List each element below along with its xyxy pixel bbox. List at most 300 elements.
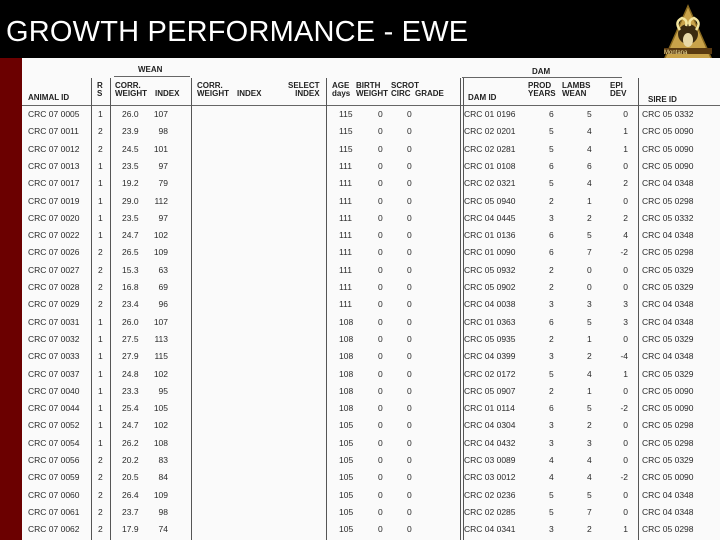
cell-index: 107: [153, 316, 168, 327]
cell-sire-id: CRC 05 0090: [642, 472, 694, 483]
cell-index: 102: [153, 230, 168, 241]
cell-dam-id: CRC 02 0236: [464, 489, 516, 500]
cell-dam-id: CRC 02 0201: [464, 126, 516, 137]
cell-age: 108: [339, 385, 354, 396]
cell-age: 111: [339, 178, 352, 189]
cell-birth-weight: 0: [378, 264, 383, 275]
cell-corr-weight: 24.5: [122, 143, 139, 154]
cell-rs: 1: [98, 316, 103, 327]
cell-animal-id: CRC 07 0033: [28, 351, 80, 362]
cell-sire-id: CRC 04 0348: [642, 506, 694, 517]
cell-rs: 1: [98, 195, 103, 206]
cell-index: 108: [153, 437, 168, 448]
cell-index: 95: [158, 385, 168, 396]
cell-age: 105: [339, 455, 354, 465]
cell-corr-weight: 24.7: [122, 230, 139, 241]
cell-prod-years: 3: [549, 299, 554, 310]
cell-birth-weight: 0: [378, 403, 383, 414]
cell-scrot-circ: 0: [407, 143, 412, 154]
cell-corr-weight: 20.5: [122, 472, 139, 483]
cell-epi-dev: -4: [620, 351, 628, 362]
cell-birth-weight: 0: [378, 368, 383, 379]
cell-sire-id: CRC 05 0298: [642, 195, 694, 206]
header-corr-weight-2: CORR. WEIGHT: [197, 81, 229, 98]
cell-birth-weight: 0: [378, 178, 383, 189]
cell-prod-years: 2: [549, 282, 554, 292]
cell-index: 113: [154, 333, 168, 344]
cell-rs: 2: [98, 506, 103, 517]
cell-sire-id: CRC 05 0332: [642, 109, 694, 119]
cell-dam-id: CRC 03 0089: [464, 455, 516, 465]
cell-dam-id: CRC 05 0902: [464, 282, 516, 292]
cell-corr-weight: 16.8: [122, 282, 139, 292]
cell-animal-id: CRC 07 0028: [28, 282, 80, 292]
cell-lambs-wean: 7: [587, 506, 592, 517]
cell-rs: 1: [98, 437, 103, 448]
cell-sire-id: CRC 05 0298: [642, 247, 694, 258]
cell-scrot-circ: 0: [407, 455, 412, 465]
cell-dam-id: CRC 01 0108: [464, 160, 516, 171]
cell-corr-weight: 23.5: [122, 160, 139, 171]
cell-index: 112: [154, 195, 168, 206]
cell-birth-weight: 0: [378, 212, 383, 223]
cell-rs: 1: [98, 368, 103, 379]
cell-index: 101: [153, 143, 168, 154]
cell-dam-id: CRC 02 0321: [464, 178, 516, 189]
cell-sire-id: CRC 04 0348: [642, 230, 694, 241]
cell-epi-dev: 0: [623, 420, 628, 431]
cell-sire-id: CRC 05 0298: [642, 420, 694, 431]
cell-age: 108: [339, 351, 354, 362]
cell-animal-id: CRC 07 0052: [28, 420, 80, 431]
cell-lambs-wean: 0: [587, 282, 592, 292]
cell-epi-dev: 1: [623, 524, 628, 535]
wean-group-header: WEAN: [138, 65, 163, 74]
cell-epi-dev: 0: [623, 489, 628, 500]
cell-age: 108: [339, 403, 354, 414]
cell-lambs-wean: 4: [587, 178, 592, 189]
wean-group-underline: [114, 76, 190, 77]
cell-index: 98: [158, 126, 168, 137]
cell-birth-weight: 0: [378, 282, 383, 292]
header-epi-dev: EPI DEV: [610, 81, 627, 98]
cell-prod-years: 3: [549, 437, 554, 448]
cell-age: 115: [339, 143, 353, 154]
cell-birth-weight: 0: [378, 489, 383, 500]
cell-dam-id: CRC 01 0363: [464, 316, 516, 327]
cell-age: 111: [339, 230, 352, 241]
cell-epi-dev: 0: [623, 160, 628, 171]
cell-rs: 1: [98, 385, 103, 396]
cell-sire-id: CRC 04 0348: [642, 178, 694, 189]
cell-scrot-circ: 0: [407, 403, 412, 414]
cell-lambs-wean: 2: [587, 351, 592, 362]
cell-corr-weight: 23.5: [122, 212, 139, 223]
cell-epi-dev: 0: [623, 506, 628, 517]
cell-birth-weight: 0: [378, 333, 383, 344]
cell-epi-dev: 0: [623, 437, 628, 448]
cell-birth-weight: 0: [378, 160, 383, 171]
cell-corr-weight: 26.4: [122, 489, 139, 500]
column-divider: [191, 78, 192, 540]
cell-animal-id: CRC 07 0013: [28, 160, 80, 171]
cell-epi-dev: 3: [623, 299, 628, 310]
cell-scrot-circ: 0: [407, 178, 412, 189]
cell-lambs-wean: 2: [587, 212, 592, 223]
cell-rs: 2: [98, 282, 103, 292]
cell-scrot-circ: 0: [407, 385, 412, 396]
cell-rs: 2: [98, 247, 103, 258]
cell-lambs-wean: 6: [587, 160, 592, 171]
cell-dam-id: CRC 02 0172: [464, 368, 516, 379]
cell-corr-weight: 23.3: [122, 385, 139, 396]
cell-birth-weight: 0: [378, 455, 383, 465]
cell-epi-dev: 1: [623, 368, 628, 379]
column-divider: [326, 78, 327, 540]
header-scrot-circ: SCROT CIRC: [391, 81, 419, 98]
slide-title: GROWTH PERFORMANCE - EWE: [6, 16, 469, 48]
cell-dam-id: CRC 04 0445: [464, 212, 516, 223]
cell-epi-dev: 0: [623, 333, 628, 344]
cell-animal-id: CRC 07 0061: [28, 506, 80, 517]
cell-sire-id: CRC 05 0298: [642, 437, 694, 448]
cell-dam-id: CRC 04 0304: [464, 420, 516, 431]
cell-corr-weight: 27.5: [122, 333, 139, 344]
header-dam-id: DAM ID: [468, 93, 497, 102]
cell-scrot-circ: 0: [407, 437, 412, 448]
cell-rs: 2: [98, 472, 103, 483]
cell-birth-weight: 0: [378, 195, 383, 206]
cell-lambs-wean: 1: [587, 195, 592, 206]
cell-prod-years: 5: [549, 143, 554, 154]
cell-prod-years: 2: [549, 195, 554, 206]
cell-animal-id: CRC 07 0019: [28, 195, 80, 206]
cell-lambs-wean: 1: [587, 385, 592, 396]
cell-lambs-wean: 3: [587, 437, 592, 448]
cell-index: 97: [158, 160, 168, 171]
cell-dam-id: CRC 01 0114: [464, 403, 515, 414]
cell-sire-id: CRC 05 0329: [642, 282, 694, 292]
cell-scrot-circ: 0: [407, 230, 412, 241]
cell-animal-id: CRC 07 0011: [28, 126, 79, 137]
cell-birth-weight: 0: [378, 299, 383, 310]
cell-age: 108: [339, 333, 354, 344]
cell-scrot-circ: 0: [407, 472, 412, 483]
cell-epi-dev: 0: [623, 264, 628, 275]
cell-age: 105: [339, 437, 354, 448]
cell-sire-id: CRC 05 0090: [642, 143, 694, 154]
cell-scrot-circ: 0: [407, 420, 412, 431]
cell-birth-weight: 0: [378, 506, 383, 517]
cell-animal-id: CRC 07 0026: [28, 247, 80, 258]
cell-lambs-wean: 5: [587, 316, 592, 327]
cell-sire-id: CRC 04 0348: [642, 489, 694, 500]
cell-sire-id: CRC 05 0332: [642, 212, 694, 223]
cell-epi-dev: 0: [623, 385, 628, 396]
cell-epi-dev: 1: [623, 143, 628, 154]
cell-rs: 2: [98, 143, 103, 154]
cell-birth-weight: 0: [378, 247, 383, 258]
cell-animal-id: CRC 07 0017: [28, 178, 80, 189]
cell-age: 108: [339, 316, 354, 327]
cell-dam-id: CRC 05 0935: [464, 333, 516, 344]
cell-index: 69: [158, 282, 168, 292]
cell-animal-id: CRC 07 0031: [28, 316, 80, 327]
cell-animal-id: CRC 07 0012: [28, 143, 80, 154]
cell-prod-years: 5: [549, 368, 554, 379]
cell-age: 111: [339, 160, 352, 171]
cell-rs: 1: [98, 178, 103, 189]
cell-corr-weight: 15.3: [122, 264, 139, 275]
cell-sire-id: CRC 05 0090: [642, 160, 694, 171]
cell-prod-years: 6: [549, 316, 554, 327]
cell-corr-weight: 26.0: [122, 316, 139, 327]
cell-scrot-circ: 0: [407, 282, 412, 292]
cell-dam-id: CRC 05 0940: [464, 195, 516, 206]
cell-sire-id: CRC 04 0348: [642, 299, 694, 310]
cell-rs: 2: [98, 524, 103, 535]
cell-corr-weight: 23.9: [122, 126, 139, 137]
cell-epi-dev: -2: [620, 247, 628, 258]
cell-sire-id: CRC 05 0329: [642, 264, 694, 275]
cell-corr-weight: 25.4: [122, 403, 139, 414]
cell-dam-id: CRC 01 0090: [464, 247, 516, 258]
cell-age: 108: [339, 368, 354, 379]
column-divider: [638, 78, 639, 540]
cell-age: 111: [339, 282, 352, 292]
cell-dam-id: CRC 01 0196: [464, 109, 516, 119]
cell-corr-weight: 29.0: [122, 195, 139, 206]
cell-lambs-wean: 2: [587, 420, 592, 431]
cell-index: 109: [153, 247, 168, 258]
cell-sire-id: CRC 05 0329: [642, 368, 694, 379]
cell-epi-dev: 2: [623, 212, 628, 223]
cell-sire-id: CRC 05 0090: [642, 403, 694, 414]
cell-rs: 1: [98, 212, 103, 223]
cell-epi-dev: 2: [623, 178, 628, 189]
cell-index: 79: [158, 178, 168, 189]
cell-corr-weight: 24.7: [122, 420, 139, 431]
cell-age: 111: [339, 212, 352, 223]
column-divider: [91, 78, 92, 540]
cell-index: 102: [153, 368, 168, 379]
cell-lambs-wean: 4: [587, 143, 592, 154]
cell-index: 98: [158, 506, 168, 517]
cell-dam-id: CRC 05 0932: [464, 264, 516, 275]
cell-dam-id: CRC 04 0399: [464, 351, 516, 362]
cell-index: 102: [153, 420, 168, 431]
cell-prod-years: 5: [549, 126, 554, 137]
cell-prod-years: 6: [549, 160, 554, 171]
cell-age: 105: [339, 472, 354, 483]
cell-rs: 2: [98, 455, 103, 465]
cell-index: 83: [158, 455, 168, 465]
cell-age: 105: [339, 506, 354, 517]
cell-index: 74: [158, 524, 168, 535]
cell-prod-years: 6: [549, 230, 554, 241]
cell-scrot-circ: 0: [407, 160, 412, 171]
header-grade: GRADE: [415, 89, 444, 98]
cell-animal-id: CRC 07 0059: [28, 472, 80, 483]
cell-dam-id: CRC 04 0432: [464, 437, 516, 448]
cell-scrot-circ: 0: [407, 489, 412, 500]
cell-age: 111: [339, 264, 352, 275]
column-divider: [460, 78, 461, 540]
cell-birth-weight: 0: [378, 420, 383, 431]
cell-rs: 2: [98, 264, 103, 275]
cell-prod-years: 2: [549, 385, 554, 396]
cell-prod-years: 6: [549, 403, 554, 414]
cell-animal-id: CRC 07 0027: [28, 264, 80, 275]
header-lambs-wean: LAMBS WEAN: [562, 81, 591, 98]
cell-prod-years: 4: [549, 455, 554, 465]
cell-birth-weight: 0: [378, 143, 383, 154]
frame-left: [0, 58, 22, 540]
logo-label: Montana: [664, 50, 688, 56]
header-sire-id: SIRE ID: [648, 95, 677, 104]
cell-animal-id: CRC 07 0037: [28, 368, 80, 379]
cell-scrot-circ: 0: [407, 109, 412, 119]
cell-age: 105: [339, 524, 354, 535]
cell-lambs-wean: 5: [587, 230, 592, 241]
cell-lambs-wean: 5: [587, 403, 592, 414]
cell-index: 84: [158, 472, 168, 483]
cell-birth-weight: 0: [378, 316, 383, 327]
cell-dam-id: CRC 02 0285: [464, 506, 516, 517]
header-select-index: SELECT INDEX: [288, 81, 320, 98]
cell-epi-dev: -2: [620, 472, 628, 483]
cell-birth-weight: 0: [378, 437, 383, 448]
cell-scrot-circ: 0: [407, 333, 412, 344]
title-bar: [0, 0, 720, 58]
header-divider: [22, 105, 720, 106]
cell-age: 111: [339, 247, 352, 258]
cell-sire-id: CRC 05 0329: [642, 455, 694, 465]
cell-animal-id: CRC 07 0032: [28, 333, 80, 344]
cell-lambs-wean: 7: [587, 247, 592, 258]
cell-lambs-wean: 4: [587, 472, 592, 483]
cell-rs: 2: [98, 126, 103, 137]
cell-prod-years: 2: [549, 333, 554, 344]
cell-age: 111: [339, 299, 352, 310]
cell-corr-weight: 19.2: [122, 178, 139, 189]
header-animal-id: ANIMAL ID: [28, 93, 70, 102]
cell-prod-years: 5: [549, 178, 554, 189]
cell-animal-id: CRC 07 0054: [28, 437, 80, 448]
cell-sire-id: CRC 05 0090: [642, 385, 694, 396]
cell-prod-years: 3: [549, 420, 554, 431]
cell-index: 107: [153, 109, 168, 119]
cell-sire-id: CRC 05 0329: [642, 333, 694, 344]
cell-animal-id: CRC 07 0040: [28, 385, 80, 396]
cell-animal-id: CRC 07 0020: [28, 212, 80, 223]
cell-lambs-wean: 0: [587, 264, 592, 275]
cell-index: 109: [153, 489, 168, 500]
cell-epi-dev: -2: [620, 403, 628, 414]
cell-sire-id: CRC 05 0090: [642, 126, 694, 137]
cell-rs: 1: [98, 160, 103, 171]
cell-dam-id: CRC 02 0281: [464, 143, 516, 154]
cell-birth-weight: 0: [378, 230, 383, 241]
cell-corr-weight: 23.7: [122, 506, 139, 517]
header-index: INDEX: [155, 89, 180, 98]
cell-animal-id: CRC 07 0022: [28, 230, 80, 241]
cell-index: 96: [158, 299, 168, 310]
cell-index: 97: [158, 212, 168, 223]
cell-dam-id: CRC 04 0341: [464, 524, 516, 535]
cell-animal-id: CRC 07 0060: [28, 489, 80, 500]
cell-scrot-circ: 0: [407, 524, 412, 535]
cell-scrot-circ: 0: [407, 195, 412, 206]
column-divider: [110, 78, 111, 540]
cell-age: 115: [339, 126, 353, 137]
cell-epi-dev: 0: [623, 109, 628, 119]
cell-corr-weight: 26.2: [122, 437, 139, 448]
cell-animal-id: CRC 07 0062: [28, 524, 80, 535]
cell-rs: 1: [98, 109, 103, 119]
cell-lambs-wean: 4: [587, 455, 592, 465]
cell-dam-id: CRC 04 0038: [464, 299, 516, 310]
cell-dam-id: CRC 01 0136: [464, 230, 516, 241]
cell-epi-dev: 0: [623, 455, 628, 465]
cell-birth-weight: 0: [378, 109, 383, 119]
cell-lambs-wean: 3: [587, 299, 592, 310]
cell-sire-id: CRC 04 0348: [642, 316, 694, 327]
cell-scrot-circ: 0: [407, 212, 412, 223]
cell-age: 115: [339, 109, 353, 119]
cell-rs: 1: [98, 403, 103, 414]
cell-scrot-circ: 0: [407, 506, 412, 517]
cell-age: 105: [339, 489, 354, 500]
cell-index: 115: [154, 351, 168, 362]
cell-corr-weight: 17.9: [122, 524, 139, 535]
cell-corr-weight: 27.9: [122, 351, 139, 362]
cell-animal-id: CRC 07 0029: [28, 299, 80, 310]
cell-lambs-wean: 5: [587, 489, 592, 500]
cell-birth-weight: 0: [378, 524, 383, 535]
cell-rs: 1: [98, 351, 103, 362]
cell-prod-years: 2: [549, 264, 554, 275]
cell-birth-weight: 0: [378, 126, 383, 137]
cell-index: 63: [158, 264, 168, 275]
cell-rs: 2: [98, 489, 103, 500]
data-sheet: [22, 58, 720, 540]
cell-birth-weight: 0: [378, 351, 383, 362]
cell-rs: 2: [98, 299, 103, 310]
header-birth-weight: BIRTH WEIGHT: [356, 81, 388, 98]
cell-scrot-circ: 0: [407, 126, 412, 137]
cell-scrot-circ: 0: [407, 247, 412, 258]
header-index-2: INDEX: [237, 89, 262, 98]
cell-lambs-wean: 1: [587, 333, 592, 344]
cell-birth-weight: 0: [378, 472, 383, 483]
cell-lambs-wean: 5: [587, 109, 592, 119]
cell-epi-dev: 4: [623, 230, 628, 241]
cell-prod-years: 5: [549, 506, 554, 517]
cell-epi-dev: 0: [623, 282, 628, 292]
cell-prod-years: 6: [549, 247, 554, 258]
header-age: AGE days: [332, 81, 351, 98]
dam-group-header: DAM: [532, 67, 551, 76]
cell-dam-id: CRC 05 0907: [464, 385, 516, 396]
cell-corr-weight: 24.8: [122, 368, 139, 379]
cell-scrot-circ: 0: [407, 368, 412, 379]
cell-animal-id: CRC 07 0056: [28, 455, 80, 465]
header-rs: R S: [97, 81, 103, 98]
cell-prod-years: 3: [549, 351, 554, 362]
cell-epi-dev: 3: [623, 316, 628, 327]
cell-epi-dev: 1: [623, 126, 628, 137]
